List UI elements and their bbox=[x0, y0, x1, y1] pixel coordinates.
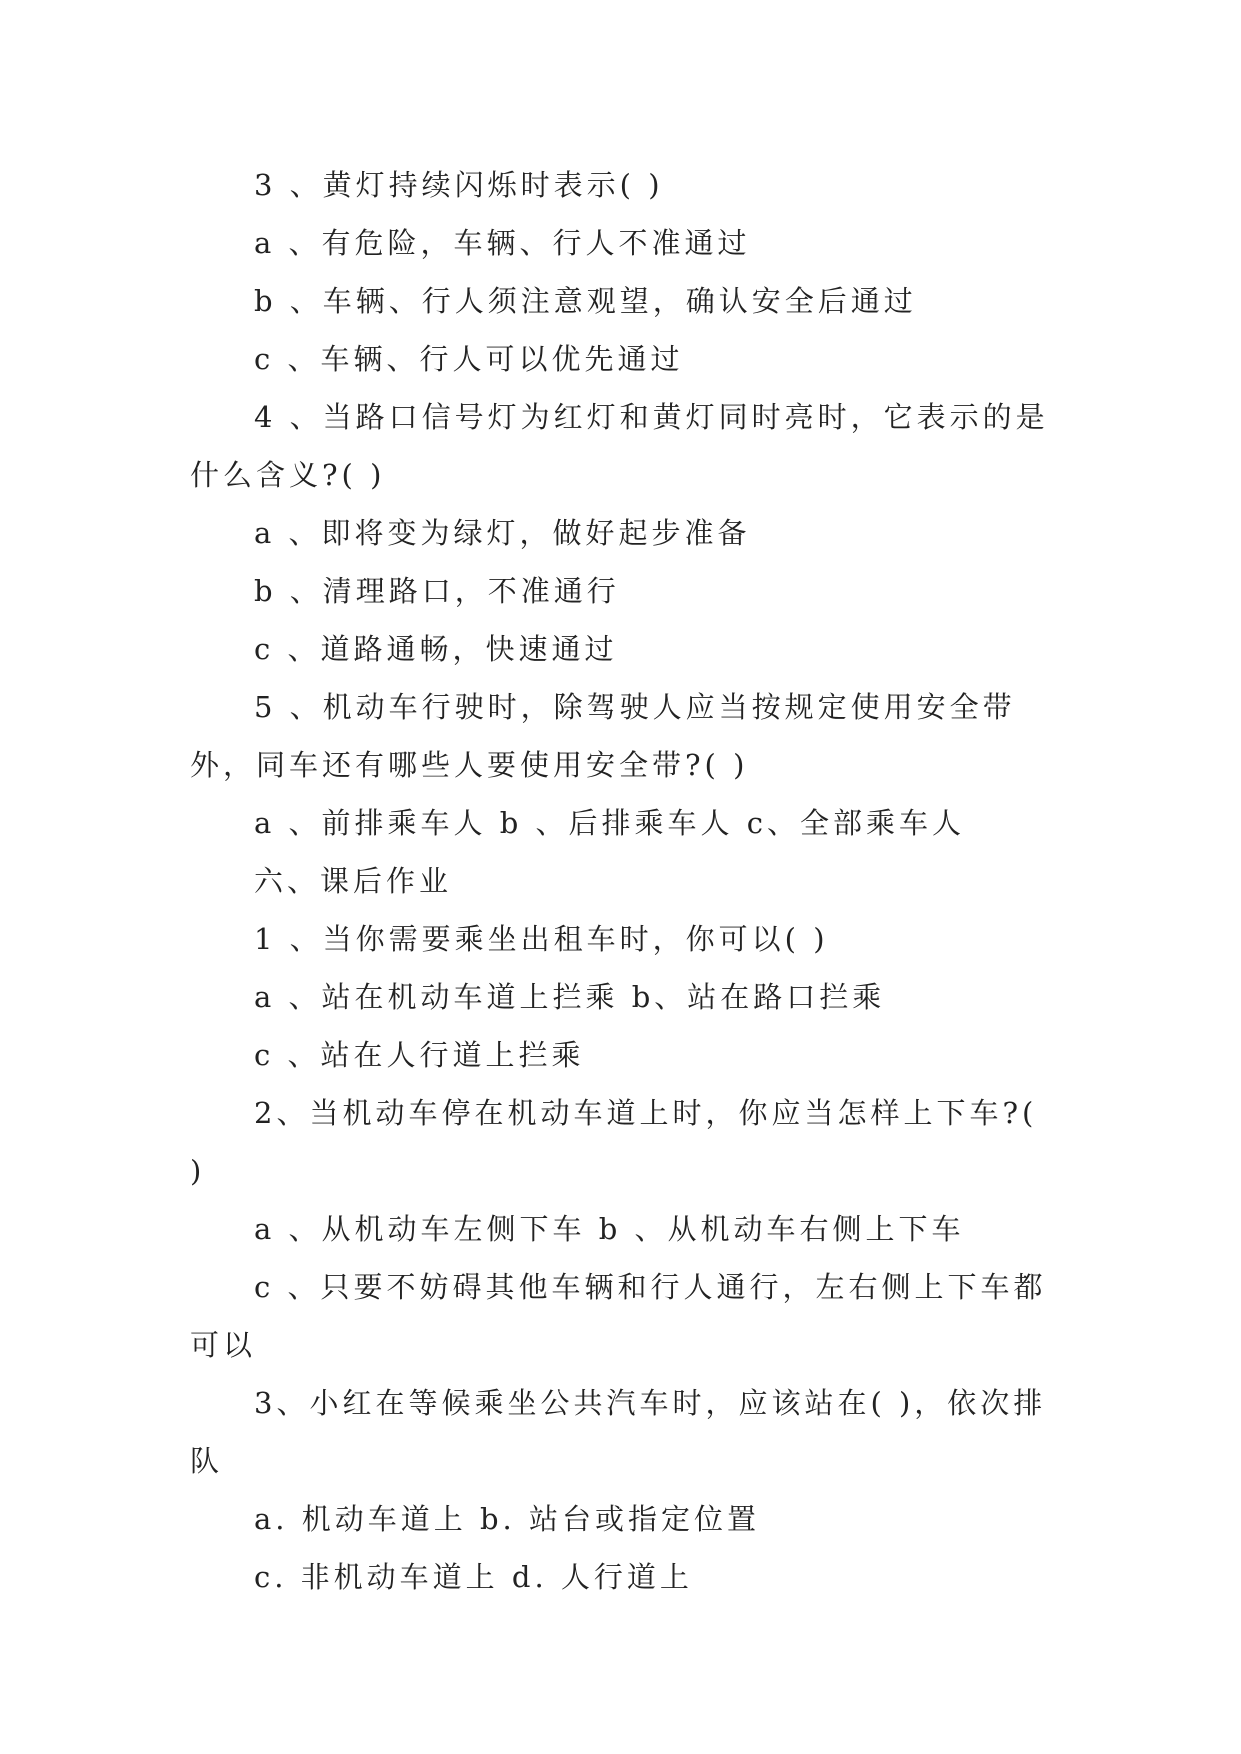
homework-question-1-option-c: c 、站在人行道上拦乘 bbox=[254, 1038, 585, 1072]
question-4-option-c: c 、道路通畅，快速通过 bbox=[254, 632, 618, 666]
question-4-option-b: b 、清理路口，不准通行 bbox=[254, 574, 620, 608]
homework-question-1: 1 、当你需要乘坐出租车时，你可以( ) bbox=[254, 922, 829, 956]
question-3-option-c: c 、车辆、行人可以优先通过 bbox=[254, 342, 684, 376]
question-5-options: a 、前排乘车人 b 、后排乘车人 c、全部乘车人 bbox=[254, 806, 965, 840]
question-3-option-a: a 、有危险，车辆、行人不准通过 bbox=[254, 226, 751, 260]
question-3-option-b: b 、车辆、行人须注意观望，确认安全后通过 bbox=[254, 284, 917, 318]
question-5: 5 、机动车行驶时，除驾驶人应当按规定使用安全带外，同车还有哪些人要使用安全带?( ) bbox=[190, 690, 1016, 782]
homework-question-2: 2、当机动车停在机动车道上时，你应当怎样上下车?( ) bbox=[190, 1096, 1038, 1188]
homework-question-2-options-ab: a 、从机动车左侧下车 b 、从机动车右侧上下车 bbox=[254, 1212, 965, 1246]
section-heading-homework: 六、课后作业 bbox=[254, 864, 453, 898]
homework-question-2-option-c: c 、只要不妨碍其他车辆和行人通行，左右侧上下车都可以 bbox=[190, 1270, 1047, 1362]
question-4-option-a: a 、即将变为绿灯，做好起步准备 bbox=[254, 516, 751, 550]
homework-question-3-options-cd: c. 非机动车道上 d. 人行道上 bbox=[254, 1560, 693, 1594]
question-3: 3 、黄灯持续闪烁时表示( ) bbox=[254, 168, 664, 202]
document-body bbox=[190, 156, 1052, 1606]
homework-question-3-options-ab: a. 机动车道上 b. 站台或指定位置 bbox=[254, 1502, 760, 1536]
homework-question-1-options-ab: a 、站在机动车道上拦乘 b、站在路口拦乘 bbox=[254, 980, 886, 1014]
question-4: 4 、当路口信号灯为红灯和黄灯同时亮时，它表示的是什么含义?( ) bbox=[190, 400, 1049, 492]
homework-question-3: 3、小红在等候乘坐公共汽车时，应该站在( )，依次排队 bbox=[190, 1386, 1047, 1478]
